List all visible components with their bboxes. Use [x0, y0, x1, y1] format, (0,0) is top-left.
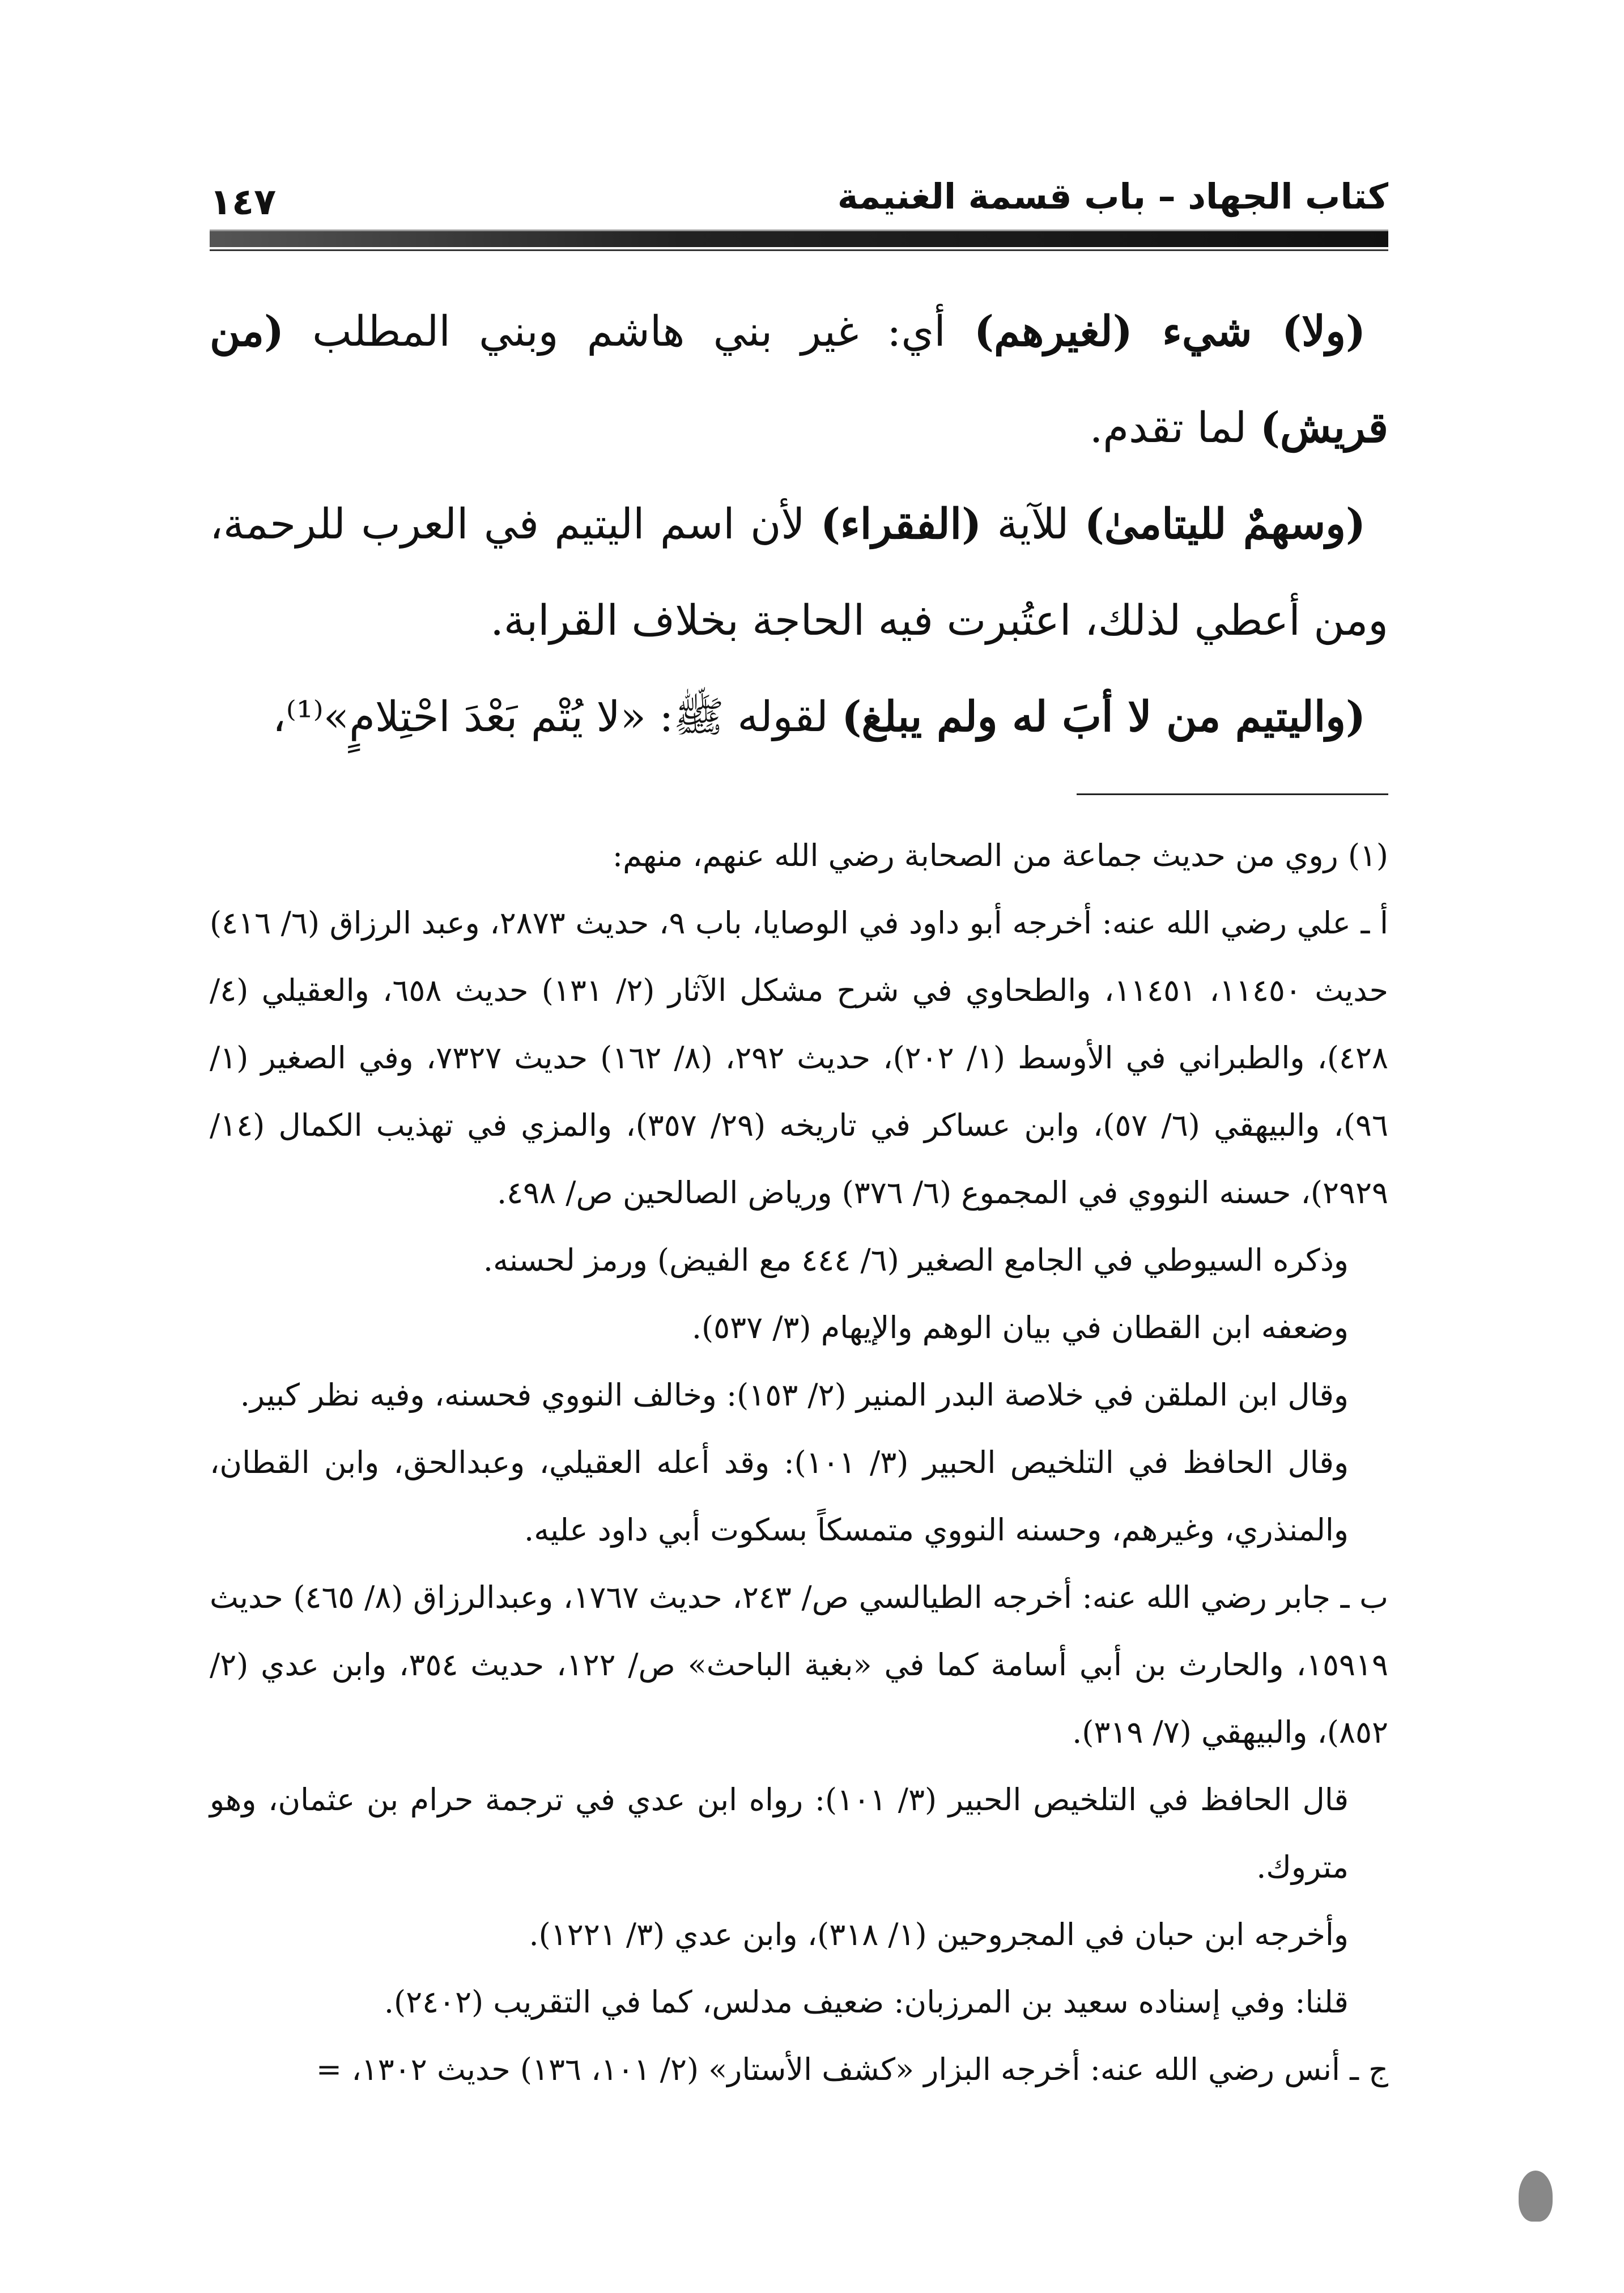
- matn-text: (ولا) شيء (لغيرهم): [974, 307, 1366, 356]
- main-paragraph-1: [210, 283, 1388, 476]
- footnote-line: وقال الحافظ في التلخيص الحبير (٣/ ١٠١): وقد أعله العقيلي، وعبدالحق، وابن القطان، والمنذري، وغيرهم، وحسنه النووي متمسكاً بسكوت أبي داود عليه.: [210, 1445, 1349, 1548]
- page-number: ١٤٧: [210, 181, 277, 223]
- sharh-text: لما تقدم.: [1089, 404, 1260, 452]
- matn-text: (الفقراء): [820, 500, 982, 549]
- sharh-text: لقوله ﷺ: «لا يُتْم بَعْدَ احْتِلامٍ»⁽¹⁾،: [272, 693, 842, 741]
- header-rule: [210, 230, 1388, 247]
- footnotes: [210, 822, 1388, 2103]
- footnote-line: أ ـ علي رضي الله عنه: أخرجه أبو داود في الوصايا، باب ٩، حديث ٢٨٧٣، وعبد الرزاق (٦/ ٤١٦) حديث ١١٤٥٠، ١١٤٥١، والطحاوي في شرح مشكل الآثار (٢/ ١٣١) حديث ٦٥٨، والعقيلي (٤/ ٤٢٨)، والطبراني في الأوسط (١/ ٢٠٢)، حديث ٢٩٢، (٨/ ١٦٢) حديث ٧٣٢٧، وفي الصغير (١/ ٩٦)، والبيهقي (٦/ ٥٧)، وابن عساكر في تاريخه (٢٩/ ٣٥٧)، والمزي في تهذيب الكمال (١٤/ ٢٩٢٩)، حسنه النووي في المجموع (٦/ ٣٧٦) ورياض الصالحين ص/ ٤٩٨.: [210, 905, 1389, 1211]
- sharh-text: أي: غير بني هاشم وبني المطلب: [283, 307, 975, 356]
- matn-text: (وسهمٌ لليتامىٰ): [1084, 500, 1366, 549]
- matn-text: (واليتيم من لا أبَ له ولم يبلغ): [841, 693, 1366, 741]
- footnote-line: وقال ابن الملقن في خلاصة البدر المنير (٢/ ١٥٣): وخالف النووي فحسنه، وفيه نظر كبير.: [240, 1377, 1349, 1413]
- page-header: [210, 159, 1388, 221]
- main-text: [210, 283, 1388, 765]
- footnote-line: ب ـ جابر رضي الله عنه: أخرجه الطيالسي ص/ ٢٤٣، حديث ١٧٦٧، وعبدالرزاق (٨/ ٤٦٥) حديث ١٥٩١٩، والحارث بن أبي أسامة كما في «بغية الباحث» ص/ ١٢٢، حديث ٣٥٤، وابن عدي (٢/ ٨٥٢)، والبيهقي (٧/ ٣١٩).: [210, 1579, 1388, 1750]
- main-paragraph-2: [210, 476, 1388, 669]
- footnote-line: (١) روي من حديث جماعة من الصحابة رضي الله عنهم، منهم:: [612, 838, 1388, 873]
- footnote-line: وضعفه ابن القطان في بيان الوهم والإيهام (٣/ ٥٣٧).: [691, 1310, 1349, 1345]
- running-title: كتاب الجهاد – باب قسمة الغنيمة: [837, 176, 1388, 217]
- matn-text: (من قريش): [210, 307, 1388, 452]
- footnote-line: قال الحافظ في التلخيص الحبير (٣/ ١٠١): رواه ابن عدي في ترجمة حرام بن عثمان، وهو متروك.: [210, 1782, 1349, 1885]
- page-ornament-icon: [1519, 2171, 1553, 2222]
- footnote-line: وذكره السيوطي في الجامع الصغير (٦/ ٤٤٤ مع الفيض) ورمز لحسنه.: [483, 1242, 1349, 1278]
- sharh-text: لأن اسم اليتيم في العرب للرحمة، ومن أعطي لذلك، اعتُبرت فيه الحاجة بخلاف القرابة.: [210, 500, 1388, 645]
- sharh-text: للآية: [981, 500, 1085, 549]
- footnote-line: ج ـ أنس رضي الله عنه: أخرجه البزار «كشف الأستار» (٢/ ١٠١، ١٣٦) حديث ١٣٠٢، =: [316, 2052, 1388, 2087]
- header-rule-thin: [210, 249, 1388, 251]
- footnote-line: قلنا: وفي إسناده سعيد بن المرزبان: ضعيف مدلس، كما في التقريب (٢٤٠٢).: [384, 1984, 1349, 2020]
- footnote-line: وأخرجه ابن حبان في المجروحين (١/ ٣١٨)، وابن عدي (٣/ ١٢٢١).: [529, 1917, 1349, 1952]
- main-paragraph-3: [210, 669, 1388, 765]
- footnote-separator: [1077, 793, 1388, 795]
